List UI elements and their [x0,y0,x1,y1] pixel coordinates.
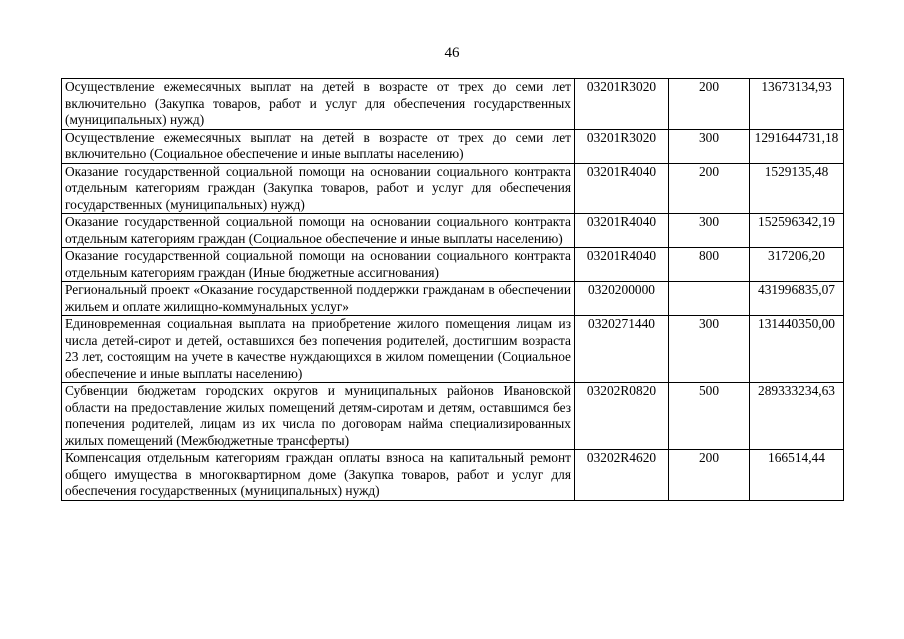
row-target-code: 0320200000 [575,282,669,316]
row-amount: 431996835,07 [750,282,844,316]
page-number: 46 [444,45,460,61]
row-description: Оказание государственной социальной помощи на основании социального контракта отдельным категориям граждан (Социальное обеспечение и иные выплаты населению) [62,214,575,248]
row-amount: 166514,44 [750,450,844,501]
budget-table [61,78,844,501]
table-row [62,383,844,450]
table-row [62,79,844,130]
row-amount: 289333234,63 [750,383,844,450]
row-expense-type: 200 [669,79,750,130]
table-row [62,316,844,383]
row-target-code: 03201R3020 [575,129,669,163]
row-amount: 131440350,00 [750,316,844,383]
row-description: Оказание государственной социальной помощи на основании социального контракта отдельным категориям граждан (Иные бюджетные ассигнования) [62,248,575,282]
row-description: Компенсация отдельным категориям граждан оплаты взноса на капитальный ремонт общего имущества в многоквартирном доме (Закупка товаров, работ и услуг для обеспечения государственных (муниципальных) нужд) [62,450,575,501]
row-description: Единовременная социальная выплата на приобретение жилого помещения лицам из числа детей-сирот и детей, оставшихся без попечения родителей, достигшим возраста 23 лет, состоящим на учете в качестве нуждающихся в жилом помещении (Социальное обеспечение и иные выплаты населению) [62,316,575,383]
row-description: Оказание государственной социальной помощи на основании социального контракта отдельным категориям граждан (Закупка товаров, работ и услуг для обеспечения государственных (муниципальных) нужд) [62,163,575,214]
row-amount: 1529135,48 [750,163,844,214]
row-expense-type: 200 [669,450,750,501]
row-description: Субвенции бюджетам городских округов и муниципальных районов Ивановской области на предоставление жилых помещений детям-сиротам и детям, оставшимся без попечения родителей, лицам из их числа по договорам найма специализированных жилых помещений (Межбюджетные трансферты) [62,383,575,450]
row-expense-type: 300 [669,129,750,163]
row-target-code: 03201R4040 [575,163,669,214]
row-amount: 1291644731,18 [750,129,844,163]
row-expense-type: 200 [669,163,750,214]
row-expense-type: 300 [669,214,750,248]
table-row [62,129,844,163]
row-description: Региональный проект «Оказание государственной поддержки гражданам в обеспечении жильем и оплате жилищно-коммунальных услуг» [62,282,575,316]
row-amount: 152596342,19 [750,214,844,248]
row-amount: 317206,20 [750,248,844,282]
row-expense-type: 800 [669,248,750,282]
row-expense-type [669,282,750,316]
row-target-code: 03201R4040 [575,214,669,248]
row-target-code: 03202R4620 [575,450,669,501]
row-expense-type: 300 [669,316,750,383]
row-target-code: 03201R3020 [575,79,669,130]
table-row [62,282,844,316]
table-row [62,248,844,282]
row-expense-type: 500 [669,383,750,450]
table-row [62,163,844,214]
row-target-code: 03202R0820 [575,383,669,450]
table-row [62,450,844,501]
table-row [62,214,844,248]
row-target-code: 03201R4040 [575,248,669,282]
row-target-code: 0320271440 [575,316,669,383]
row-description: Осуществление ежемесячных выплат на детей в возрасте от трех до семи лет включительно (Социальное обеспечение и иные выплаты населению) [62,129,575,163]
row-description: Осуществление ежемесячных выплат на детей в возрасте от трех до семи лет включительно (Закупка товаров, работ и услуг для обеспечения государственных (муниципальных) нужд) [62,79,575,130]
row-amount: 13673134,93 [750,79,844,130]
